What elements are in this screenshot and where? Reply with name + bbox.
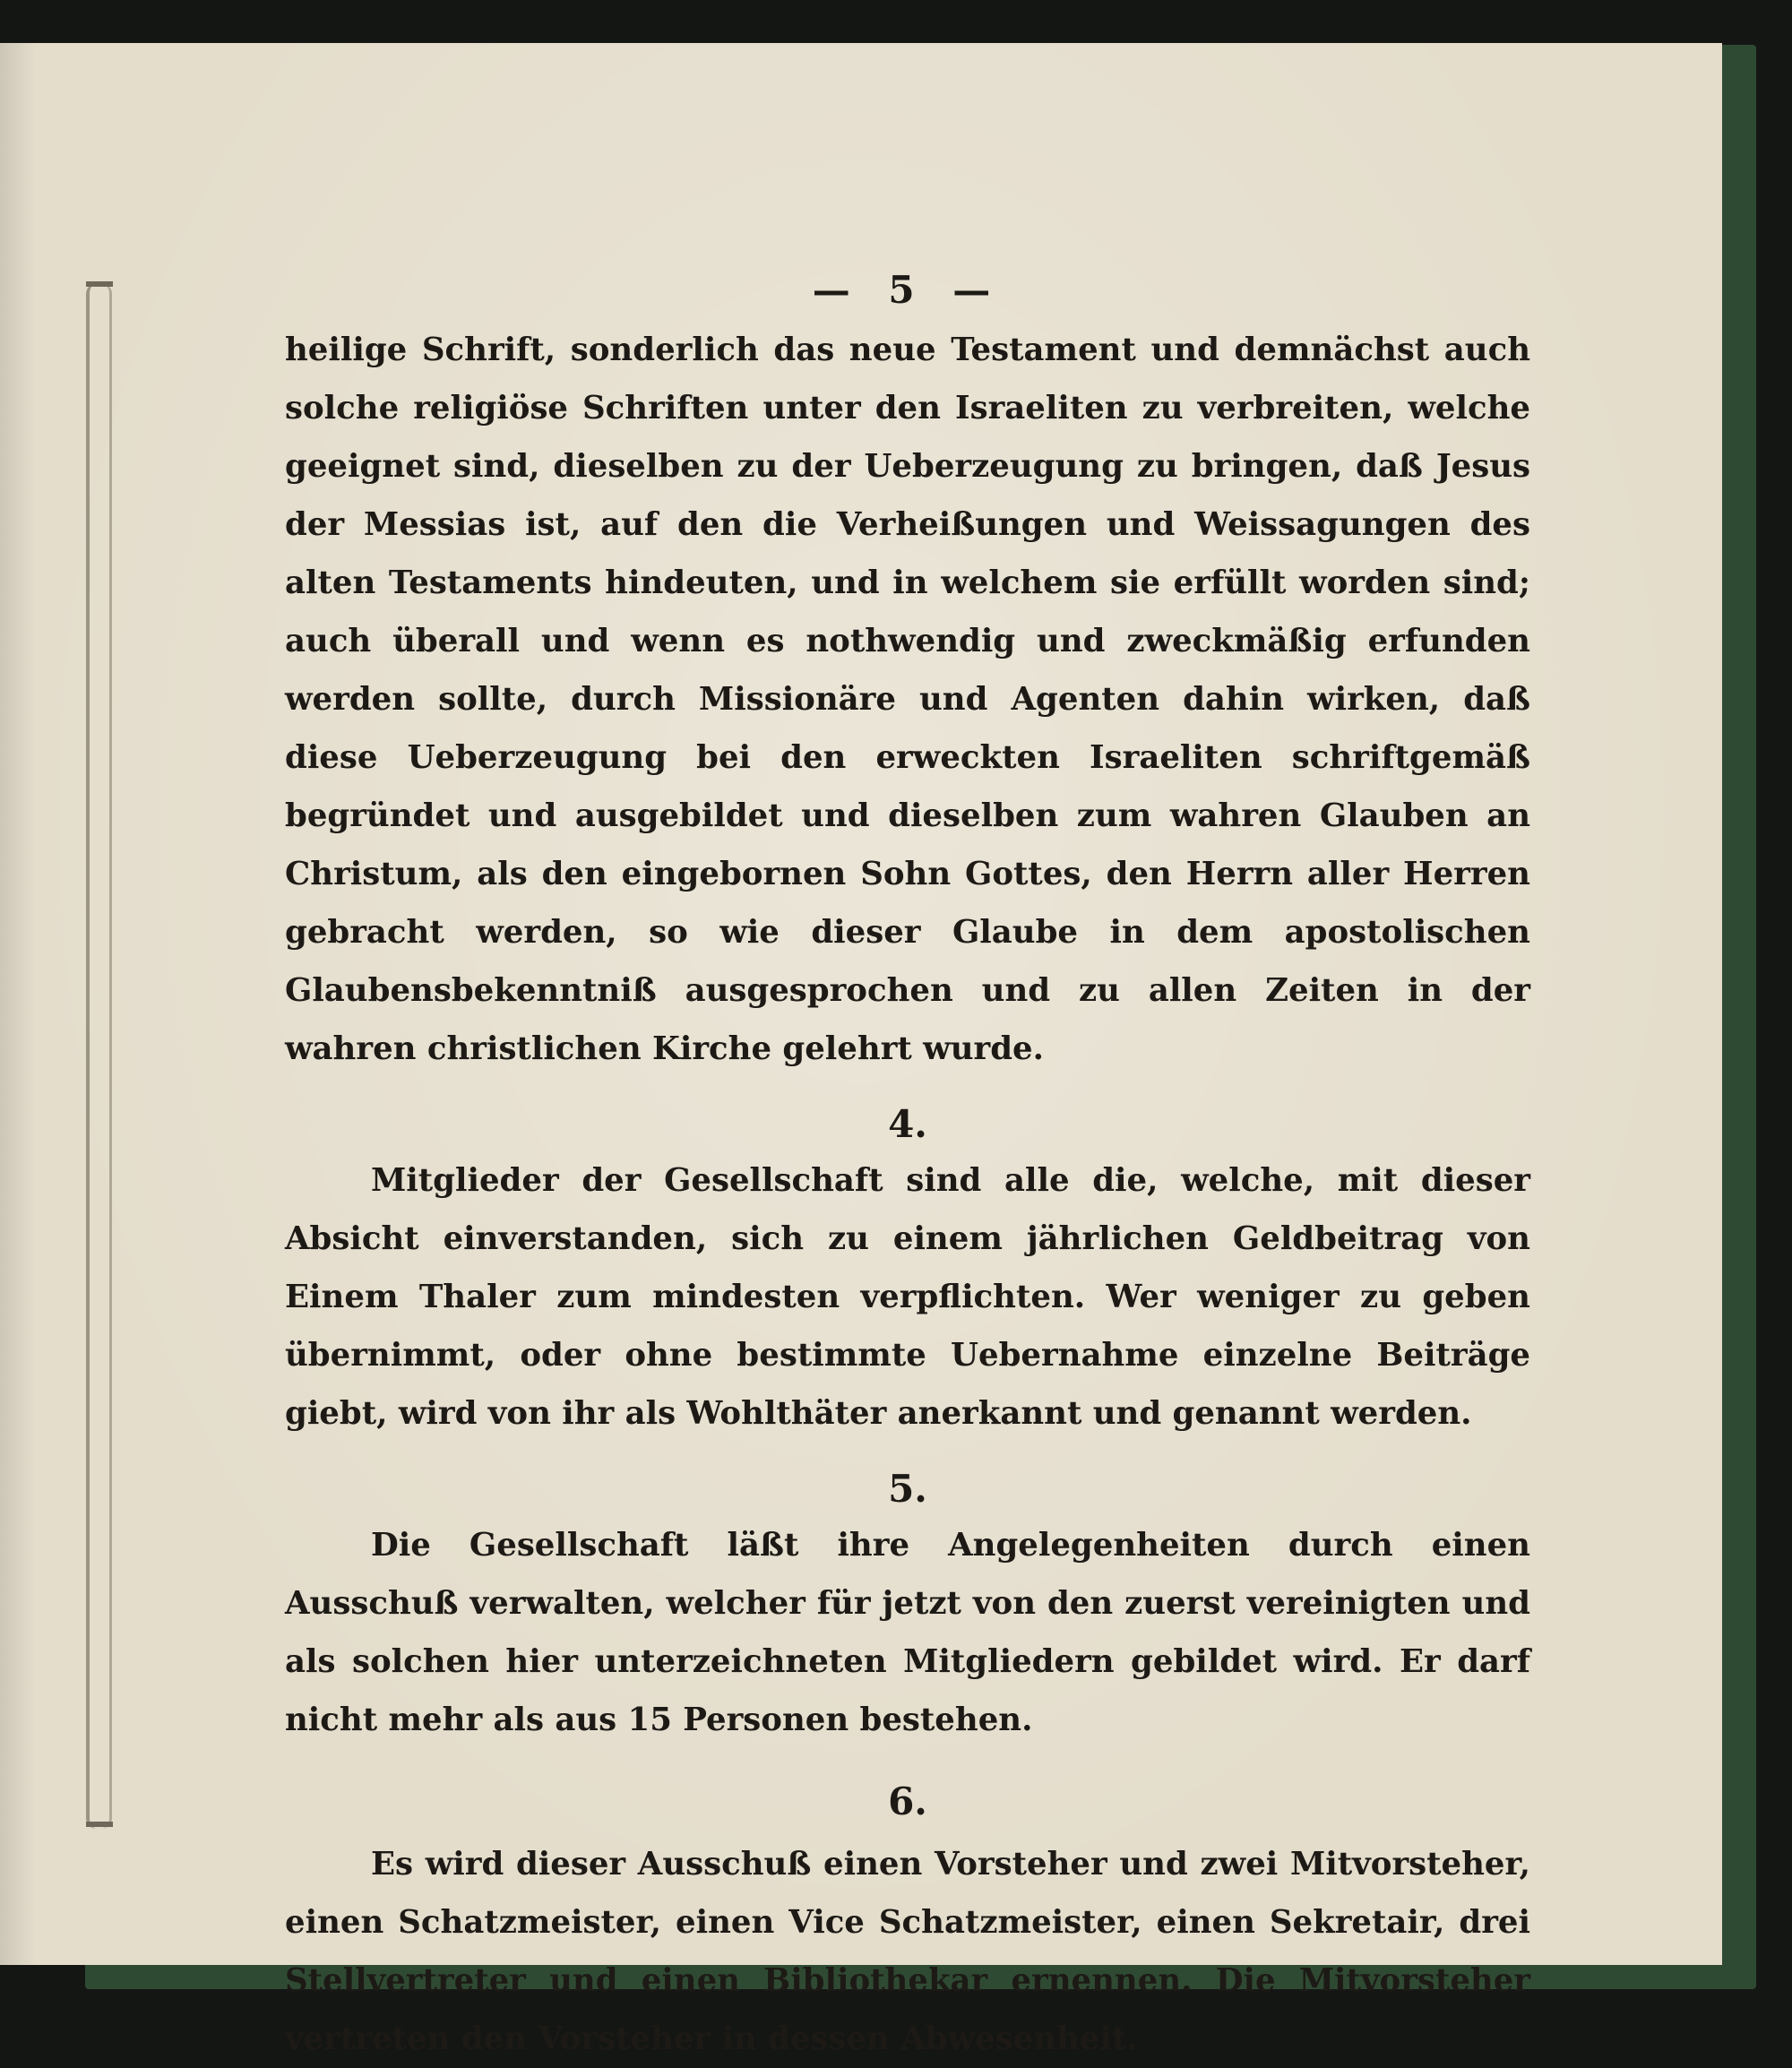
section-5-paragraph: Die Gesellschaft läßt ihre Angelegenheiten durch einen Ausschuß verwalten, welcher für jetzt von den zuerst vereinigten und als solchen hier unterzeichneten Mitgliedern gebildet wird. Er darf nicht mehr als aus 15 Personen bestehen.: [285, 1527, 1530, 1738]
section-number-5: 5.: [888, 1467, 927, 1511]
section-4-paragraph: Mitglieder der Gesellschaft sind alle die, welche, mit dieser Absicht einverstanden, sich zu einem jährlichen Geldbeitrag von Einem Thaler zum mindesten verpflichten. Wer weniger zu geben übernimmt, oder ohne bestimmte Uebernahme einzelne Beiträge giebt, wird von ihr als Wohlthäter anerkannt und genannt werden.: [285, 1162, 1530, 1432]
binding-thread: [86, 283, 112, 1829]
text-block: [285, 265, 1530, 2068]
book-page: [0, 43, 1722, 2057]
section-number-6: 6.: [888, 1779, 927, 1823]
binding-bottom-cap: [86, 1822, 113, 1827]
section-number-4: 4.: [888, 1102, 927, 1146]
binding-top-cap: [86, 281, 113, 287]
intro-paragraph: heilige Schrift, sonderlich das neue Testament und demnächst auch solche religiöse Schriften unter den Israeliten zu verbreiten, welche geeignet sind, dieselben zu der Ueberzeugung zu bringen, daß Jesus der Messias ist, auf den die Verheißungen und Weissagungen des alten Testaments hindeuten, und in welchem sie erfüllt worden sind; auch überall und wenn es nothwendig und zweckmäßig erfunden werden sollte, durch Missionäre und Agenten dahin wirken, daß diese Ueberzeugung bei den erweckten Israeliten schriftgemäß begründet und ausgebildet und dieselben zum wahren Glauben an Christum, als den eingebornen Sohn Gottes, den Herrn aller Herren gebracht werden, so wie dieser Glaube in dem apostolischen Glaubensbekenntniß ausgesprochen und zu allen Zeiten in der wahren christlichen Kirche gelehrt wurde.: [285, 332, 1530, 1067]
section-6-paragraph: Es wird dieser Ausschuß einen Vorsteher und zwei Mitvorsteher, einen Schatzmeister, einen Vice Schatzmeister, einen Sekretair, drei Stellvertreter und einen Bibliothekar ernennen. Die Mitvorsteher vertreten den Vorsteher in dessen Abwesenheit.: [285, 1846, 1530, 2057]
page-number-header: — 5 —: [812, 268, 1004, 312]
